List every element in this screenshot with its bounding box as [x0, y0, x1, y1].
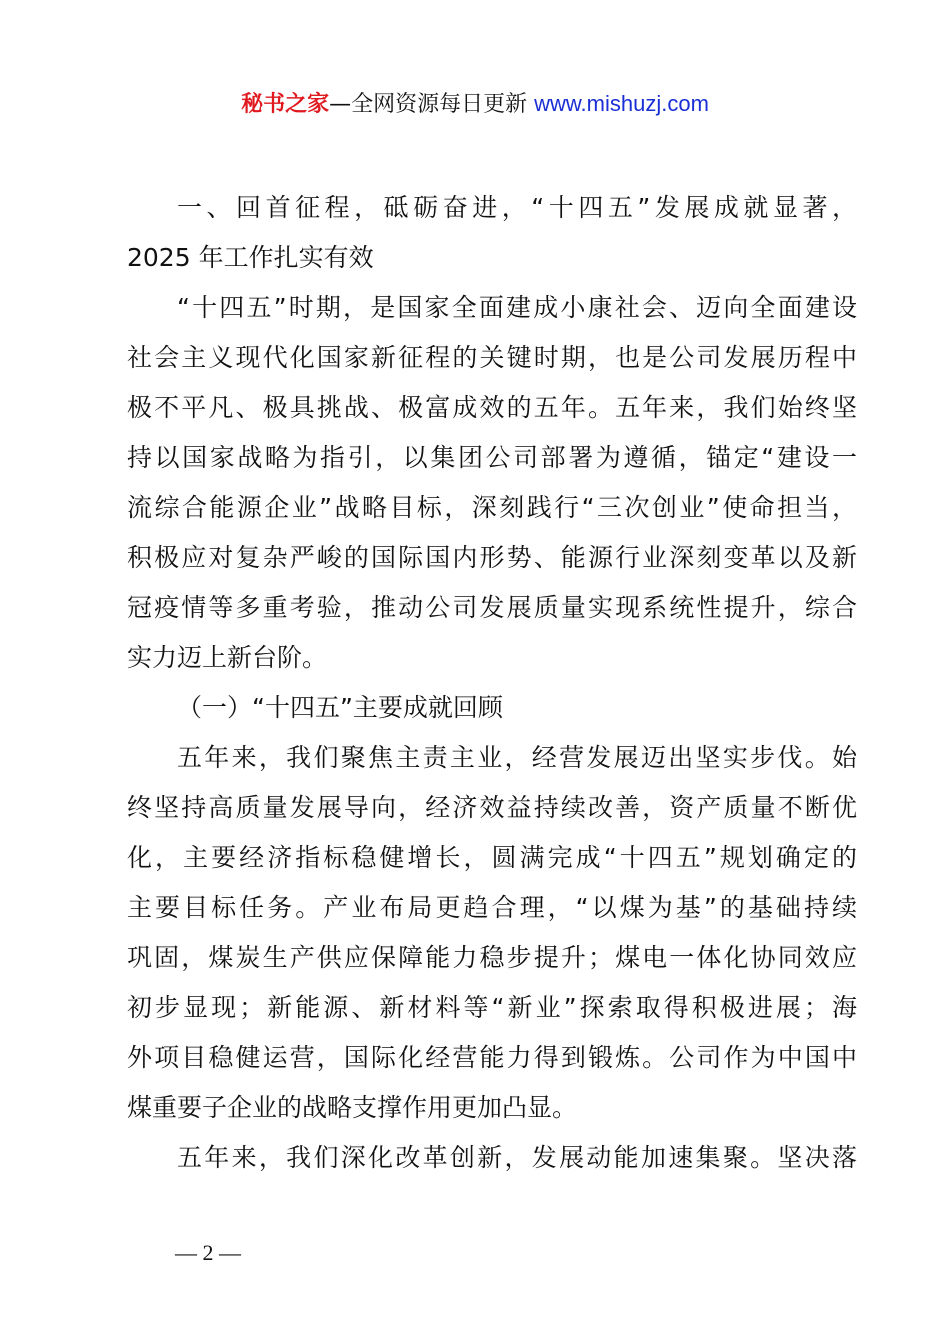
paragraph-line: 持以国家战略为指引，以集团公司部署为遵循，锚定“建设一 [127, 443, 857, 472]
paragraph-line: 流综合能源企业”战略目标，深刻践行“三次创业”使命担当， [127, 493, 857, 522]
site-url[interactable]: www.mishuzj.com [534, 91, 709, 116]
header-tagline: —全网资源每日更新 [329, 92, 528, 117]
section-heading-line-2: 2025 年工作扎实有效 [127, 243, 374, 272]
paragraph-line: 五年来，我们聚焦主责主业，经营发展迈出坚实步伐。始 [177, 743, 857, 772]
paragraph-line: 终坚持高质量发展导向，经济效益持续改善，资产质量不断优 [127, 793, 857, 822]
paragraph-line: “十四五”时期，是国家全面建成小康社会、迈向全面建设 [177, 293, 857, 322]
section-heading-line-1: 一、回首征程，砥砺奋进，“十四五”发展成就显著， [177, 193, 857, 222]
paragraph-line: 冠疫情等多重考验，推动公司发展质量实现系统性提升，综合 [127, 593, 857, 622]
paragraph-line: 主要目标任务。产业布局更趋合理，“以煤为基”的基础持续 [127, 893, 857, 922]
paragraph-line: 实力迈上新台阶。 [127, 643, 328, 672]
page-number: — 2 — [175, 1240, 241, 1265]
brand-name: 秘书之家 [241, 92, 330, 117]
paragraph-line: 社会主义现代化国家新征程的关键时期，也是公司发展历程中 [127, 343, 857, 372]
paragraph-line: 极不平凡、极具挑战、极富成效的五年。五年来，我们始终坚 [127, 393, 857, 422]
subsection-heading: （一）“十四五”主要成就回顾 [177, 693, 503, 722]
paragraph-line: 初步显现；新能源、新材料等“新业”探索取得积极进展；海 [127, 993, 857, 1022]
site-header [0, 88, 950, 121]
paragraph-line: 煤重要子企业的战略支撑作用更加凸显。 [127, 1093, 578, 1122]
paragraph-line: 五年来，我们深化改革创新，发展动能加速集聚。坚决落 [177, 1143, 857, 1172]
paragraph-line: 巩固，煤炭生产供应保障能力稳步提升；煤电一体化协同效应 [127, 943, 857, 972]
document-body [127, 183, 857, 1183]
paragraph-line: 外项目稳健运营，国际化经营能力得到锻炼。公司作为中国中 [127, 1043, 857, 1072]
paragraph-line: 化，主要经济指标稳健增长，圆满完成“十四五”规划确定的 [127, 843, 857, 872]
paragraph-line: 积极应对复杂严峻的国际国内形势、能源行业深刻变革以及新 [127, 543, 857, 572]
